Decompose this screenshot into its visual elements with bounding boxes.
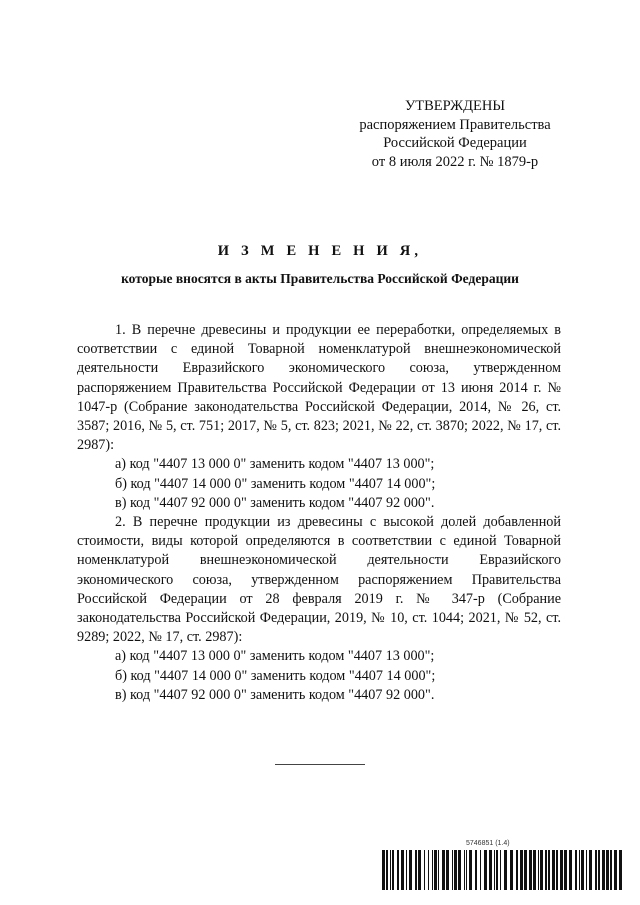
document-body — [77, 321, 561, 705]
barcode-image — [382, 850, 622, 890]
section-1-item-b: б) код "4407 14 000 0" заменить кодом "4407 14 000"; — [115, 475, 436, 492]
closing-rule — [275, 764, 365, 765]
approval-line-3: Российской Федерации — [383, 135, 527, 151]
approval-line-1: УТВЕРЖДЕНЫ — [404, 98, 506, 114]
section-1-item-a: а) код "4407 13 000 0" заменить кодом "4407 13 000"; — [115, 456, 435, 473]
section-1-paragraph: 1. В перечне древесины и продукции ее переработки, определяемых в соответствии с единой Товарной номенклатурой внешнеэкономической деятельности Евразийского экономического союза, утвержденном распоряжением Правительства Российской Федерации от 13 июня 2014 г. № 1047-р (Собрание законодательства Российской Федерации, 2014, № 26, ст. 3587; 2016, № 5, ст. 751; 2017, № 5, ст. 823; 2021, № 22, ст. 3870; 2022, № 17, ст. 2987): — [77, 322, 561, 454]
section-2-paragraph: 2. В перечне продукции из древесины с высокой долей добавленной стоимости, виды которой определяются в соответствии с единой Товарной номенклатурой внешнеэкономической деятельности Евразийского экономического союза, утвержденном распоряжением Правительства Российской Федерации от 28 февраля 2019 г. № 347-р (Собрание законодательства Российской Федерации, 2019, № 10, ст. 1044; 2021, № 52, ст. 9289; 2022, № 17, ст. 2987): — [77, 514, 561, 646]
section-1-item-c: в) код "4407 92 000 0" заменить кодом "4407 92 000". — [115, 494, 435, 511]
approval-line-4: от 8 июля 2022 г. № 1879-р — [371, 153, 539, 170]
section-2-item-c: в) код "4407 92 000 0" заменить кодом "4407 92 000". — [115, 686, 435, 703]
document-subtitle: которые вносятся в акты Правительства Российской Федерации — [121, 271, 519, 286]
approval-line-2: распоряжением Правительства — [359, 116, 551, 133]
barcode-code-label: 5746851 (1.4) — [466, 840, 510, 847]
section-2-item-a: а) код "4407 13 000 0" заменить кодом "4407 13 000"; — [115, 648, 435, 665]
approval-stamp — [340, 97, 570, 171]
section-2-item-b: б) код "4407 14 000 0" заменить кодом "4407 14 000"; — [115, 667, 436, 684]
document-title: И З М Е Н Е Н И Я, — [217, 243, 423, 259]
